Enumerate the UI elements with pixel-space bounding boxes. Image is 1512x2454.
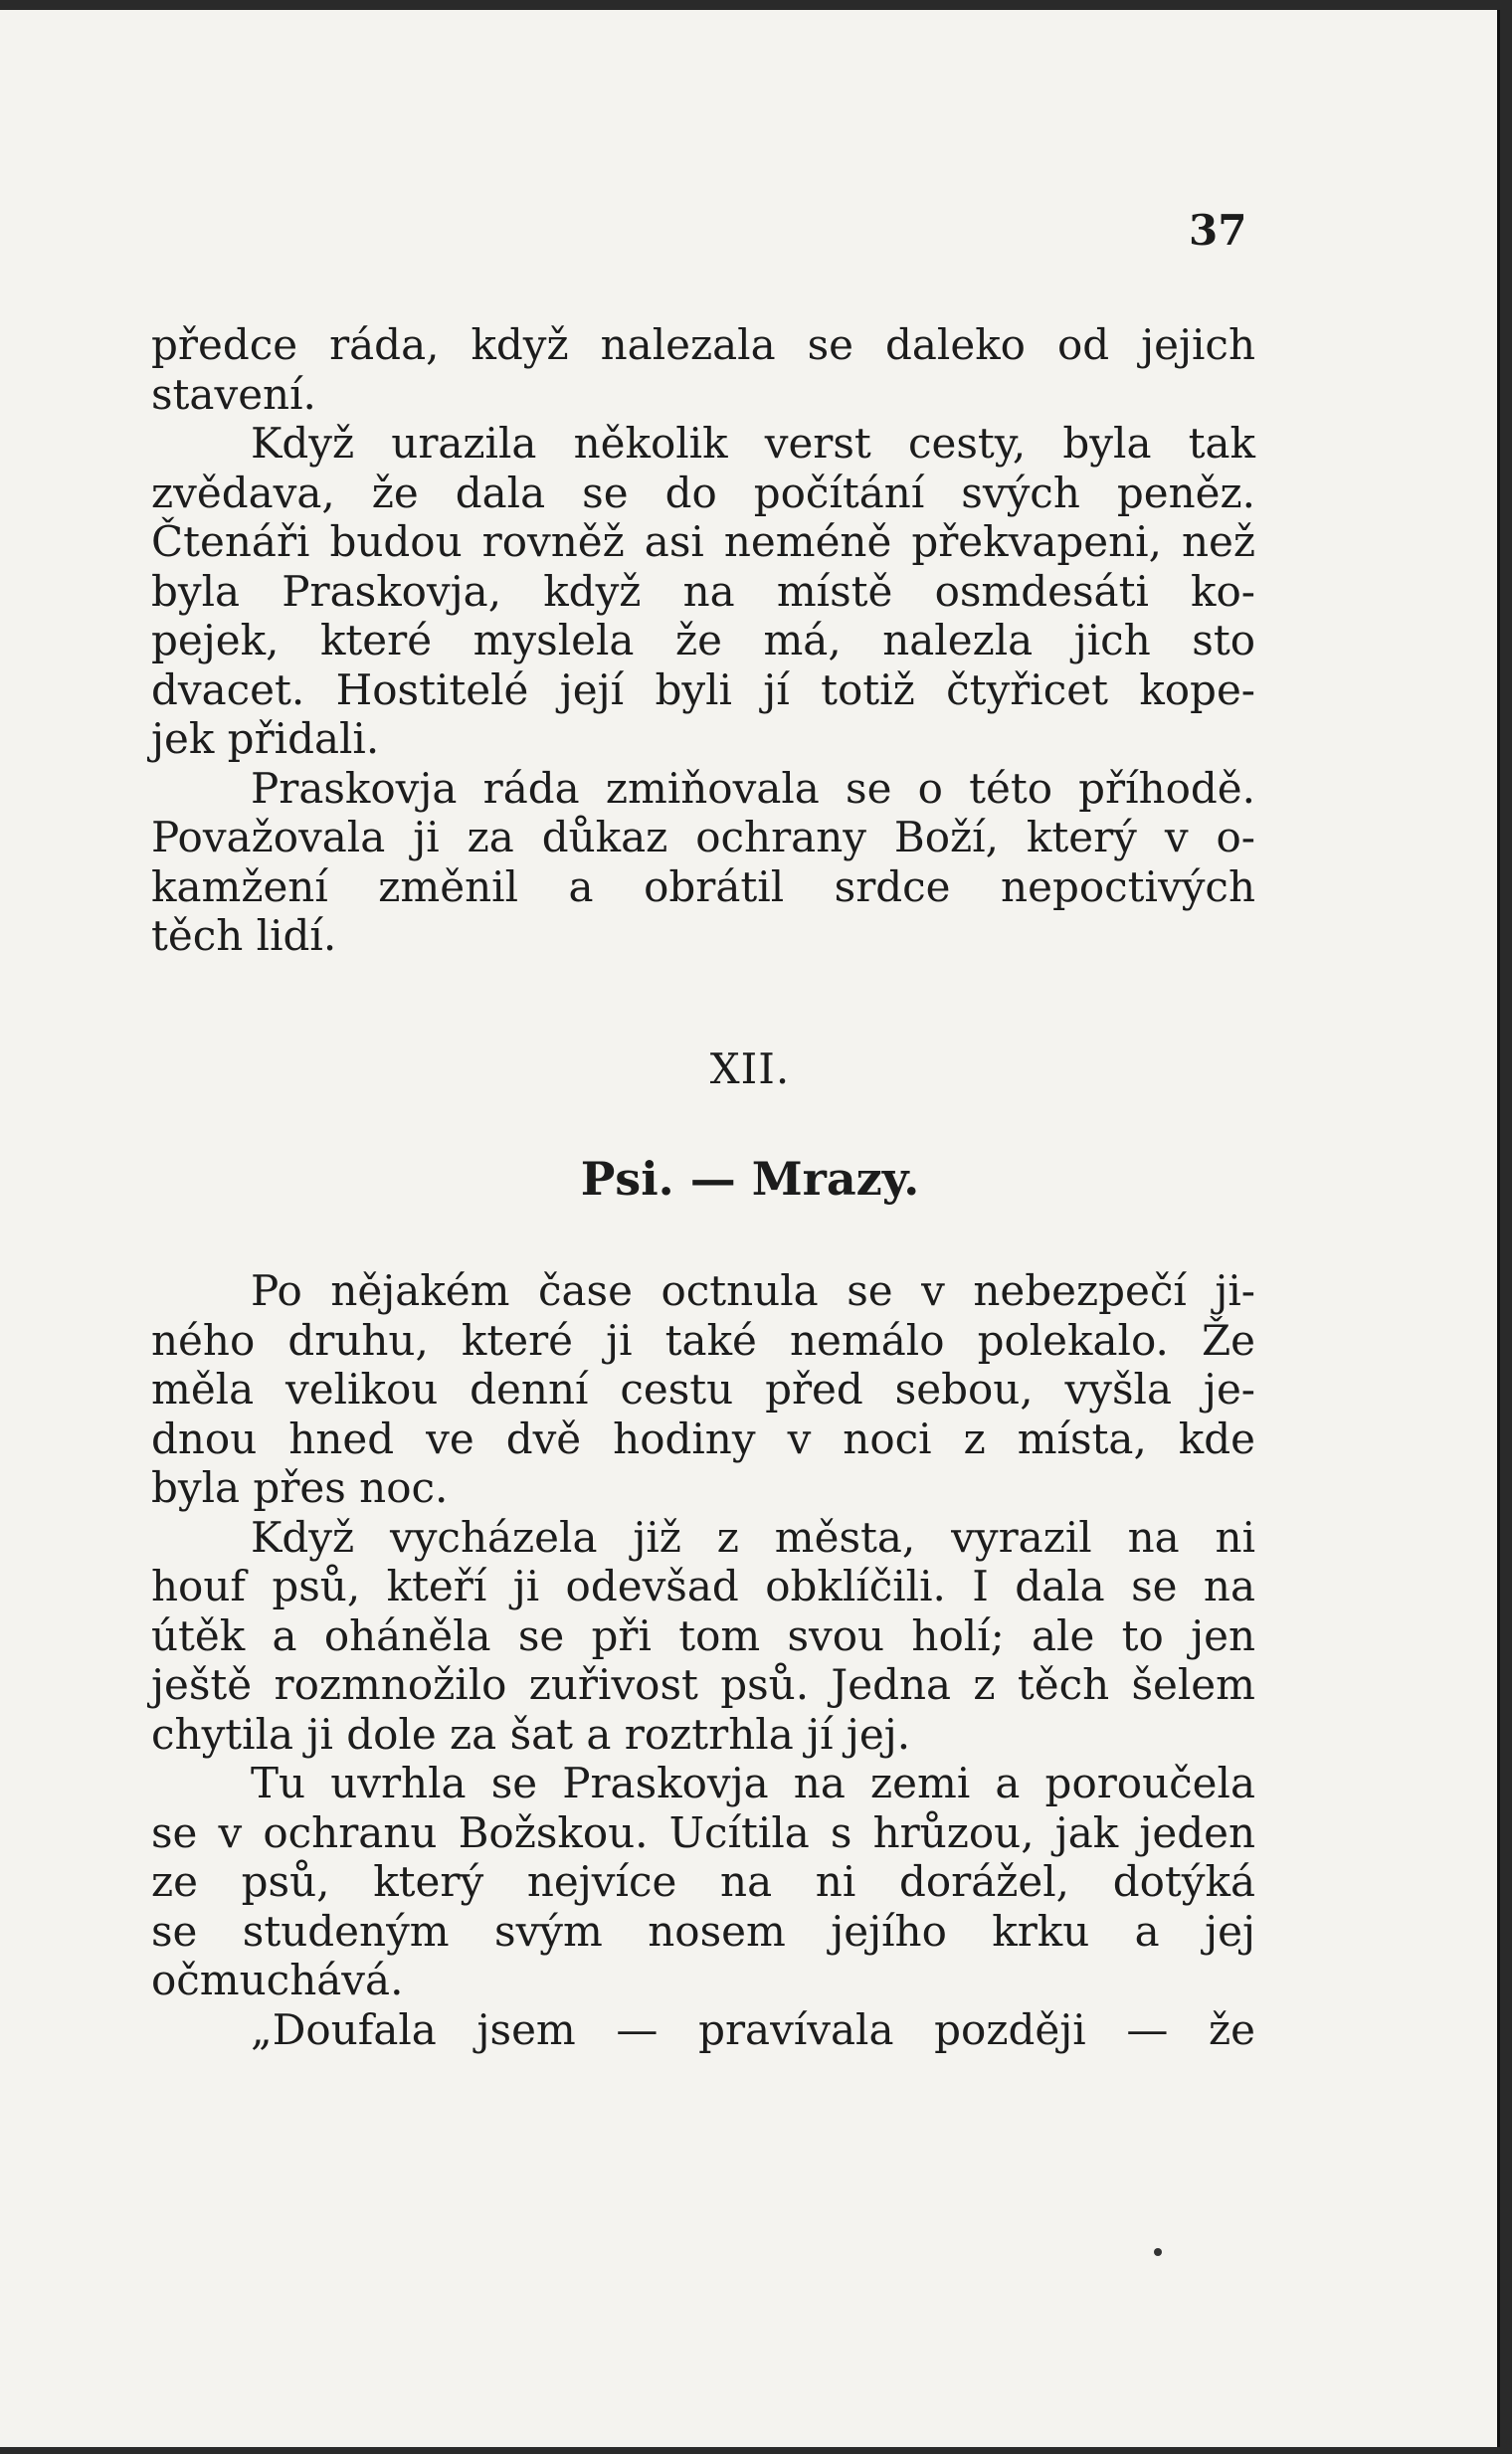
- text-line: očmuchává.: [151, 1956, 404, 2004]
- text-line: chytila ji dole za šat a roztrhla jí jej.: [151, 1709, 911, 1759]
- paragraph-block-2: [151, 1266, 1255, 2054]
- text-line: útěk a oháněla se při tom svou holí; ale to jen: [151, 1610, 1255, 1660]
- book-page: [0, 10, 1500, 2447]
- text-line: byla přes noc.: [151, 1463, 449, 1512]
- text-line: ného druhu, které ji také nemálo polekalo. Že: [151, 1315, 1255, 1365]
- text-line: Považovala ji za důkaz ochrany Boží, který v o-: [151, 813, 1255, 861]
- chapter-title: Psi. — Mrazy.: [580, 1152, 920, 1206]
- text-line: Když vycházela již z města, vyrazil na ni: [251, 1512, 1255, 1562]
- paragraph-block-1: [151, 320, 1255, 961]
- text-line: ze psů, který nejvíce na ni dorážel, dotýká: [151, 1857, 1255, 1906]
- text-line: Když urazila několik verst cesty, byla tak: [251, 419, 1255, 468]
- text-line: „Doufala jsem — pravívala později — že: [251, 2004, 1255, 2054]
- text-line: se v ochranu Božskou. Ucítila s hrůzou, jak jeden: [151, 1807, 1255, 1857]
- text-line: byla Praskovja, když na místě osmdesáti ko-: [151, 566, 1255, 616]
- text-line: dnou hned ve dvě hodiny v noci z místa, kde: [151, 1414, 1255, 1463]
- text-line: Tu uvrhla se Praskovja na zemi a poroučela: [251, 1759, 1255, 1807]
- text-line: Po nějakém čase octnula se v nebezpečí ji-: [251, 1266, 1255, 1315]
- text-line: houf psů, kteří ji odevšad obklíčili. I dala se na: [151, 1562, 1255, 1610]
- text-line: dvacet. Hostitelé její byli jí totiž čtyřicet kope-: [151, 664, 1255, 714]
- text-line: stavení.: [151, 369, 316, 419]
- text-line: Praskovja ráda zmiňovala se o této příhodě.: [251, 763, 1255, 813]
- text-line: měla velikou denní cestu před sebou, vyšla je-: [151, 1365, 1255, 1414]
- text-line: kamžení změnil a obrátil srdce nepoctivých: [151, 861, 1255, 911]
- text-line: Čtenáři budou rovněž asi neméně překvapeni, než: [151, 517, 1255, 566]
- text-line: pejek, které myslela že má, nalezla jich sto: [151, 616, 1255, 664]
- text-line: zvědava, že dala se do počítání svých peněz.: [151, 468, 1255, 517]
- text-line: ještě rozmnožilo zuřivost psů. Jedna z těch šelem: [151, 1660, 1255, 1709]
- text-line: se studeným svým nosem jejího krku a jej: [151, 1906, 1255, 1956]
- text-line: těch lidí.: [151, 911, 337, 960]
- page-number: 37: [1189, 206, 1247, 255]
- ink-speck: [1154, 2248, 1162, 2256]
- text-line: jek přidali.: [151, 714, 380, 763]
- chapter-number: XII.: [709, 1044, 791, 1093]
- text-line: předce ráda, když nalezala se daleko od jejich: [151, 320, 1255, 369]
